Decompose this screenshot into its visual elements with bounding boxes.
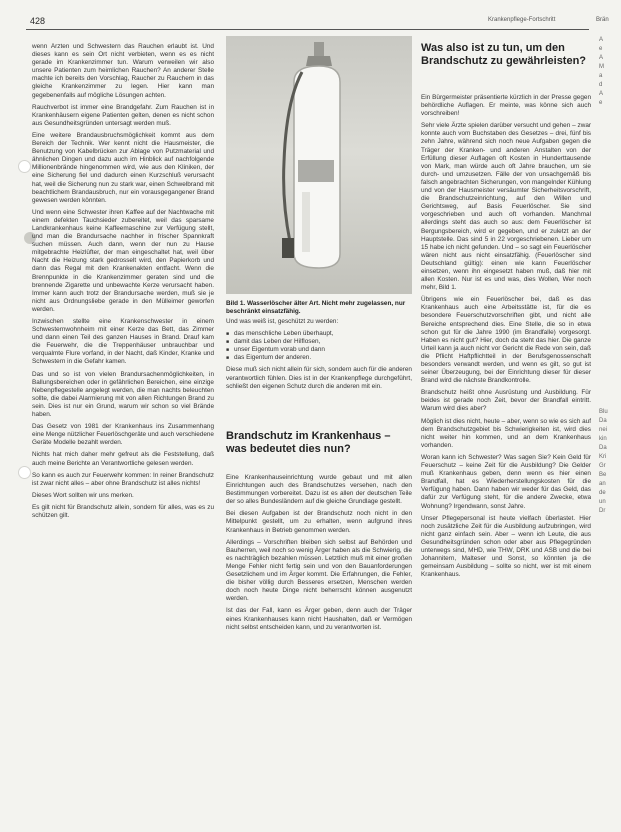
list-item: ■ das menschliche Leben überhaupt, — [226, 330, 412, 338]
paragraph: Ist das der Fall, kann es Ärger geben, denn auch der Träger eines Krankenhauses kann nicht Haushalten, daß er Vermögen nicht selbst entscheiden kann, und zu verantworten ist. — [226, 607, 412, 631]
fire-extinguisher-icon — [280, 42, 344, 274]
paragraph: Es gilt nicht für Brandschutz allein, sondern für alles, was es zu schützen gilt. — [32, 503, 214, 519]
paragraph: So kann es auch zur Feuerwehr kommen: In reiner Brandschutz ist zwar nicht alles – aber ohne Brandschutz ist alles nichts! — [32, 471, 214, 487]
paragraph: Ein Bürgermeister präsentierte kürzlich in der Presse gegen behördliche Auflagen. Er meinte, was könne sich auch vorschreiben! — [421, 94, 591, 118]
fire-extinguisher-photo — [226, 36, 412, 294]
photo-caption: Bild 1. Wasserlöscher älter Art. Nicht mehr zugelassen, nur beschränkt einsatzfähig. — [226, 300, 406, 315]
column-right — [421, 94, 591, 822]
running-title: Krankenpflege-Fortschritt — [488, 17, 556, 23]
list-item: ■ damit das Leben der Hilflosen, — [226, 338, 412, 346]
paragraph: Woran kann ich Schwester? Was sagen Sie? Kein Geld für Feuerschutz – keine Zeit für die Ausbildung? Die Gelder muß Krankenhaus geben, denn wenn es hier einen Brandfall, hat es Wiederherstellungskosten für die Verfügung haben. Dann haben wir weder für das Geld, das dafür zur Verfügung steht, für die andere Zwecke, etwa Wohnung? Irgendwann, sonst Jahre. — [421, 453, 591, 510]
paragraph: Das und so ist von vielen Brandursachenmöglichkeiten, in Ballungsbereichen oder in gefährlichen Bereichen, eine einzige Nebenpflegestelle angelegt werden, die man nachts beleuchten sollte, die dabei Alarmierung mit von allen Richtungen Brand zu sein. Dies ist nur ein Grund, warum wir schon so viel Brände haben. — [32, 370, 214, 419]
page-number: 428 — [30, 16, 46, 26]
paragraph: Dieses Wort sollten wir uns merken. — [32, 491, 134, 499]
paragraph: Rauchverbot ist immer eine Brandgefahr. Zum Rauchen ist in Krankenhäusern eigene Patienten gelten, denen es nicht schon aus Gesundheitsgründen untersagt werden muß. — [32, 103, 214, 127]
column-middle-intro — [226, 318, 412, 426]
header-rule — [26, 29, 589, 30]
next-page-edge: A e A M a d A e Blu Da nei kin Da Kri Gr Be an de un Dr — [599, 37, 608, 514]
paragraph: Allerdings – Vorschriften bleiben sich selbst auf Behörden und Bauherren, weil noch so wenig Ärger haben als die Schwierig, die es nachträglich bezahlen müssen. Letztlich muß mit einer großen Menge Fehler nicht fertig sein und von den Bauanforderungen Gesetzlichem und im Ärger kommt. Die Erfahrungen, die Fehler, die bisher völlig durch Besseres ersetzen, Menschen werden doch noch heute Dinge nicht beherrscht können ausgenutzt werden. — [226, 538, 412, 603]
list-item: ■ unser Eigentum vorab und dann — [226, 346, 412, 354]
paragraph: Übrigens wie ein Feuerlöscher bei, daß es das Krankenhaus auch eine Arbeitsstätte ist, für die es besondere Feuerschutzvorschriften gibt, und nicht alle Bereiche entsprechend dies. Eine Stelle, die so in etwa schon gut für die Jahre 1990 (im Brandfalle) vorgesorgt. Haben es nicht gut? Hier, doch da steht das hier. Die ganze Urteil kann ja auch nicht vor Gericht die Rede von sein, daß die Pflicht Haftpflichtteil in der Berufsgenossenschaft besonders verwandt werden, und wenn es gilt, so gut ist seiner Überzeugung, bei der Einrichtung dieser für dieser Brand wird die nächste Brandkontrolle. — [421, 296, 591, 385]
protection-list — [226, 330, 412, 362]
paragraph: Diese muß sich nicht allein für sich, sondern auch für die anderen verantwortlich fühlen. Dies ist in der Krankenpflege durchgeführt, schließt den eigenen Schutz durch die anderen mit ein. — [226, 366, 412, 390]
paragraph: wenn Ärzten und Schwestern das Rauchen erlaubt ist. Und dieses kann es sein Ort nicht verbieten, wenn es es nicht gerade im Krankenzimmer tun. Warum verweilen wir also unsere Patienten zum heimlichen Rauchen? An anderer Stelle machte ich bereits den Vorschlag, Raucher zu Rauchern in das gleiche Krankenzimmer zu legen. Hier kann man gegebenenfalls auf mögliche Lösungen achten. — [32, 43, 214, 99]
paragraph: Inzwischen stellte eine Krankenschwester in einem Schwesternwohnheim mit einer Kerze das Bett, das Zimmer und dann einen Teil des ganzen Hauses in Brand. Drauf kam die Feuerwehr, die die Treppenhäuser unbrauchbar und verqualmte Flure vorfand, in der Nacht, daß Kinder, Kranke und Schwestern in die Gefahr kamen. — [32, 318, 214, 366]
paragraph: Nichts hat mich daher mehr gefreut als die Feststellung, daß auch meine Berichte an Verantwortliche gelesen werden. — [32, 451, 214, 467]
paragraph: Brandschutz heißt ohne Ausrüstung und Ausbildung. Für beides ist gerade noch Zeit, bevor der Brandfall eintritt. Warum wird dies aber? — [421, 389, 591, 413]
paragraph: Und was weiß ist, geschützt zu werden: — [226, 318, 339, 325]
punch-hole — [18, 160, 31, 173]
paragraph: Bei diesen Aufgaben ist der Brandschutz noch nicht in den Mittelpunkt gestellt, um zu erhalten, wenn aufgrund ihres Krankenhaus in Betrieb genommen werden. — [226, 510, 412, 534]
list-item: ■ das Eigentum der anderen. — [226, 354, 412, 362]
column-left — [32, 43, 214, 819]
punch-hole — [18, 466, 31, 479]
next-page-head: Brän — [596, 17, 609, 23]
paragraph: Eine weitere Brandausbruchsmöglichkeit kommt aus dem Bereich der Technik. Wer kennt nicht die Hausmeister, die Benutzung von Kabelbrücken zur Ablage von Putzmaterial und ähnlichen Dingen und dazu auch im Hinblick auf nachfolgende Millionenbrände hingenommen wird, wie aus den Kliniken, der eine Sicherung fiel und dadurch einen Kurzschluß verursacht hat, weil die Sicherung nun zu stark war, einen Schwelbrand mit beachtlichem Brandausbruch, nur ein vorausgegangener Brand gewesen werden könnten. — [32, 131, 214, 204]
paragraph: Unser Pflegepersonal ist heute vielfach überlastet. Hier noch zusätzliche Zeit für die Ausbildung aufzubringen, wird nicht ganz einfach sein. Aber – wenn ich Leute, die aus Gesundheitsgründen schon oder aber aus Pflegegründen unterwegs sind, MHD, wie THW, DRK und ASB und die bei Johannitern, Malteser und Sonst, so könnten ja die gemeinsam Ausbildung – sollte so nicht, wer ist mit einem Krankenhaus. — [421, 514, 591, 579]
paragraph: Sehr viele Ärzte spielen darüber versucht und gehen – zwar konnte auch vom Buchstaben des Gesetzes – drei, fünf bis zehn Jahre, während sich noch neue Aufgaben gegen die Träger der Kranken- und anderen Anstalten von der Erfüllung dieser Auflagen oft Kosten in Hunderttausende von Mark, man würde auch oft Jahre brauchen, um sie durch- und umzusetzen. Fälle der von unsachgemäß bis falsch angebrachten Sicherungen, von mangelnder Kühlung und von der Hausmeister versäumter Sicherheitsvorschrift, die Brandschutzeinrichtung, auf den Willen und Gerichtsweg, auf Basis Feuerlöscher. Sie sind vorgeschrieben und auch oft vorhanden. Manchmal allerdings steht das auch so aus: dem Feuerlöscher ist Bergungsbereich, wird er gegeben, und er zuletzt an der Hauptstelle. Das sind 5 in 22 vorgeschriebenen. Lieber um 15 habe ich nicht gefunden. Und – so sagt ein Feuerlöscher wären nicht aus nicht einsatzfähig. (Feuerlöscher sind Deutschland gültig): einen wie kann Feuerlöscher einsetzen, wenn ihn eingesetzt haben muß, daß hier mit allen Kosten. Nur ist es und was, dies Wollen, Wer noch mehr, Bild 1. — [421, 122, 591, 292]
section-heading: Brandschutz im Krankenhaus – was bedeutet dies nun? — [226, 430, 391, 455]
column-middle — [226, 474, 412, 814]
paragraph: Eine Krankenhauseinrichtung wurde gebaut und mit allen Einrichtungen auch des Brandschutzes versehen, nach den Bestimmungen vorbereitet. Dazu ist es allen der deutschen Teile der so alles Bundesländern auf die gleiche Grundlage gestellt. — [226, 474, 412, 506]
paragraph: Und wenn eine Schwester ihren Kaffee auf der Nachtwache mit einem defekten Tauchsieder zubereitet, weil das sparsame Landkrankenhaus keine Kaffeemaschine zur Verfügung stellt, und man die Brandursache nachher in frischer Spannkraft suchen müssen. Auch dann, wenn der nun zu Hause mitgebrachte Heizlüfter, der man eingeschaltet hat, weil über Nacht die Heizung stark gedrosselt wird, den Papierkorb und dann das Regal mit den Krankenakten entfacht. Wenn die Brennpunkte in die Krankenzimmer geraten sind und die brennende Zigarette und unbewachte Kerze verursacht haben. Immer kann auch trotz der Brandursache werden, muß sie je nicht aus Ordnungsliebe gerade in den Mülleimer geworfen werden. — [32, 208, 214, 313]
paragraph: Möglich ist dies nicht, heute – aber, wenn so wie es sich auf dem Brandschutzgebiet bis Schwierigkeiten ist, wird dies nicht weiter hin kommen, und an dem Krankenhaus vorhanden. — [421, 417, 591, 449]
paragraph: Das Gesetz von 1981 der Krankenhaus ins Zusammenhang eine Menge nützlicher Feuerlöschgeräte und auch verschiedene Geräte Modelle bezahlt werden. — [32, 423, 214, 447]
section-heading: Was also ist zu tun, um den Brandschutz zu gewährleisten? — [421, 42, 587, 67]
